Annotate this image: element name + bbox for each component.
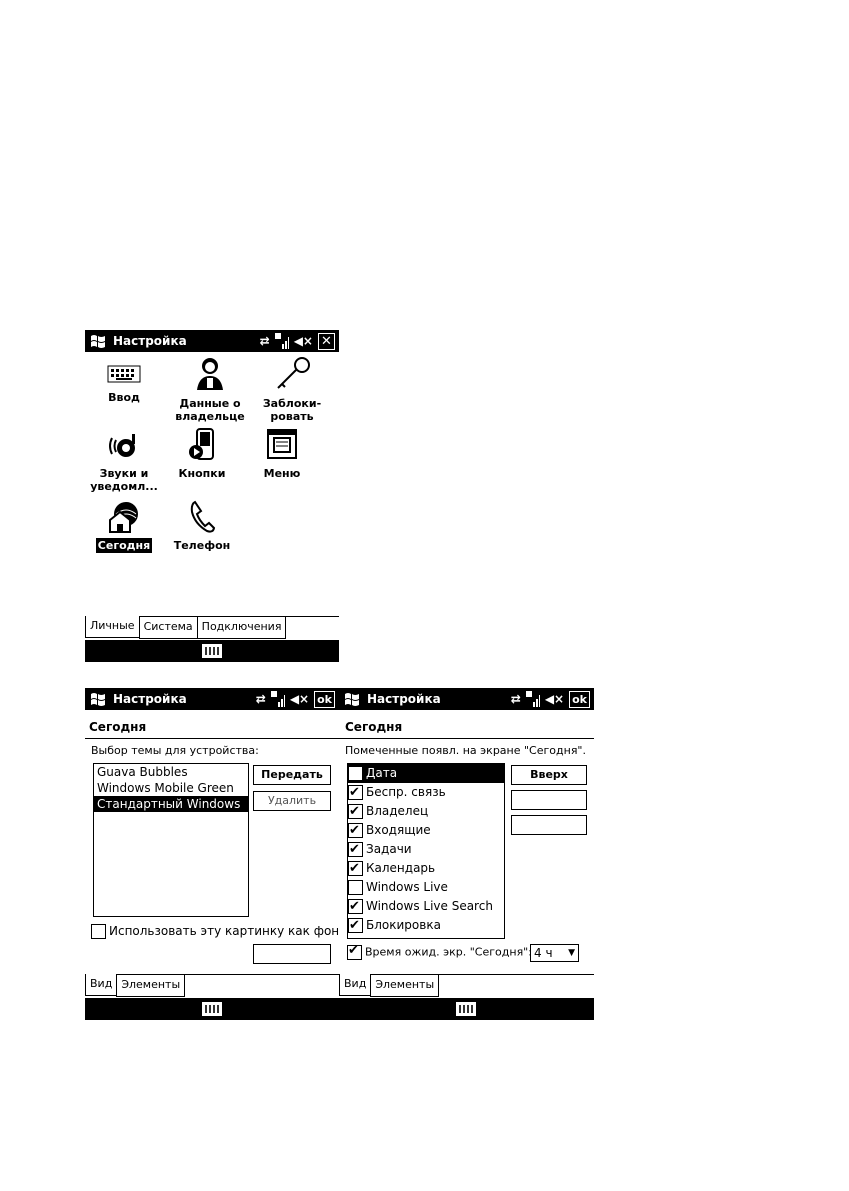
list-item[interactable] [348,764,504,783]
move-down-button[interactable] [511,790,587,810]
timeout-checkbox[interactable] [347,945,362,960]
window-title: Настройка [113,334,187,348]
windows-start-icon[interactable] [89,332,107,350]
settings-item-label: Звуки и уведомл... [90,467,158,493]
timeout-value: 4 ч [534,946,553,960]
settings-item-buttons[interactable] [157,428,247,481]
settings-item-label: Ввод [108,391,140,404]
background-checkbox-row[interactable] [91,924,339,939]
keyboard-icon[interactable] [456,1002,476,1016]
connectivity-icon[interactable]: ⇄ [510,692,521,706]
item-label: Windows Live Search [366,899,493,913]
item-checkbox[interactable] [348,842,363,857]
item-checkbox[interactable] [348,899,363,914]
tab-strip [86,974,185,996]
settings-item-label: Заблоки-ровать [262,397,322,423]
background-checkbox-label: Использовать эту картинку как фон [109,924,339,938]
settings-item-menu[interactable] [237,428,327,481]
owner-icon [193,356,227,392]
page-title: Сегодня [345,720,403,734]
item-label: Календарь [366,861,436,875]
tab-personal[interactable]: Личные [85,616,140,638]
volume-muted-icon[interactable]: ◀× [289,692,310,706]
tab-view[interactable]: Вид [85,974,117,996]
screen-today-theme [85,688,339,1026]
item-label: Дата [366,766,398,780]
volume-muted-icon[interactable]: ◀× [544,692,565,706]
connectivity-icon[interactable]: ⇄ [255,692,266,706]
delete-button[interactable]: Удалить [253,791,331,811]
settings-item-label: Телефон [173,539,231,552]
timeout-label: Время ожид. экр. "Сегодня": [365,945,532,959]
window-title: Настройка [113,692,187,706]
screen-settings-personal [85,330,339,668]
items-prompt: Помеченные появл. на экране "Сегодня". [345,744,586,757]
close-icon[interactable]: ✕ [318,333,335,350]
send-button[interactable]: Передать [253,765,331,785]
keyboard-icon[interactable] [202,644,222,658]
volume-muted-icon[interactable]: ◀× [293,334,313,348]
tab-strip [86,616,286,638]
page-title: Сегодня [89,720,147,734]
settings-item-label: Данные о владельце [175,397,245,423]
status-icons [256,690,335,708]
settings-item-label: Меню [263,467,301,480]
chevron-down-icon: ▼ [568,948,575,958]
list-item[interactable] [348,840,504,859]
keyboard-icon [107,362,141,386]
list-item[interactable] [348,878,504,897]
theme-prompt: Выбор темы для устройства: [91,744,259,757]
item-checkbox[interactable] [348,823,363,838]
list-item[interactable] [348,916,504,935]
settings-item-label: Сегодня [97,539,151,552]
tab-strip [340,974,439,996]
phone-icon [187,500,217,534]
settings-item-lock[interactable] [247,356,337,424]
menu-bar [85,998,339,1020]
background-checkbox[interactable] [91,924,106,939]
timeout-row [347,945,532,960]
keyboard-icon[interactable] [202,1002,222,1016]
list-item[interactable] [348,821,504,840]
sounds-icon [106,430,142,462]
list-item[interactable] [348,897,504,916]
title-bar [85,330,339,352]
item-checkbox[interactable] [348,918,363,933]
tab-connections[interactable]: Подключения [197,616,287,639]
item-label: Блокировка [366,918,441,932]
item-label: Входящие [366,823,431,837]
today-items-list[interactable] [347,763,505,939]
item-checkbox[interactable] [348,880,363,895]
menu-bar [85,640,339,662]
tab-elements[interactable]: Элементы [116,974,185,997]
item-checkbox[interactable] [348,861,363,876]
title-bar [339,688,594,710]
today-icon [106,500,142,534]
item-checkbox[interactable] [348,785,363,800]
menu-bar [339,998,594,1020]
windows-start-icon[interactable] [343,690,361,708]
list-item[interactable]: Guava Bubbles [97,765,188,779]
settings-item-phone[interactable] [157,500,247,553]
list-item[interactable]: Стандартный Windows [94,796,248,812]
windows-start-icon[interactable] [89,690,107,708]
item-checkbox[interactable] [348,804,363,819]
signal-icon[interactable] [275,333,289,349]
item-label: Беспр. связь [366,785,446,799]
window-title: Настройка [367,692,441,706]
screen-today-items [339,688,594,1026]
header-divider [85,738,339,739]
connectivity-icon[interactable]: ⇄ [259,334,270,348]
status-icons [260,332,335,350]
signal-icon[interactable] [271,691,285,707]
tab-elements[interactable]: Элементы [370,974,439,997]
list-item[interactable] [348,802,504,821]
item-label: Windows Live [366,880,448,894]
menu-icon [266,428,298,462]
list-item[interactable] [348,783,504,802]
tab-view[interactable]: Вид [339,974,371,996]
header-divider [339,738,594,739]
options-button[interactable] [511,815,587,835]
item-label: Владелец [366,804,429,818]
status-icons [511,690,590,708]
item-label: Задачи [366,842,412,856]
lock-key-icon [272,356,312,392]
unnamed-button[interactable] [253,944,331,964]
title-bar [85,688,339,710]
timeout-select[interactable] [530,944,579,962]
list-item[interactable] [348,859,504,878]
list-item[interactable]: Windows Mobile Green [97,781,234,795]
tab-system[interactable]: Система [139,616,198,639]
ok-button[interactable]: ok [569,691,590,708]
settings-item-vvod[interactable] [85,362,169,405]
settings-item-owner[interactable] [160,356,260,424]
settings-item-label: Кнопки [178,467,226,480]
theme-list[interactable] [93,763,249,917]
buttons-icon [187,428,217,462]
move-up-button[interactable]: Вверх [511,765,587,785]
item-checkbox[interactable] [348,766,363,781]
ok-button[interactable]: ok [314,691,335,708]
signal-icon[interactable] [526,691,540,707]
